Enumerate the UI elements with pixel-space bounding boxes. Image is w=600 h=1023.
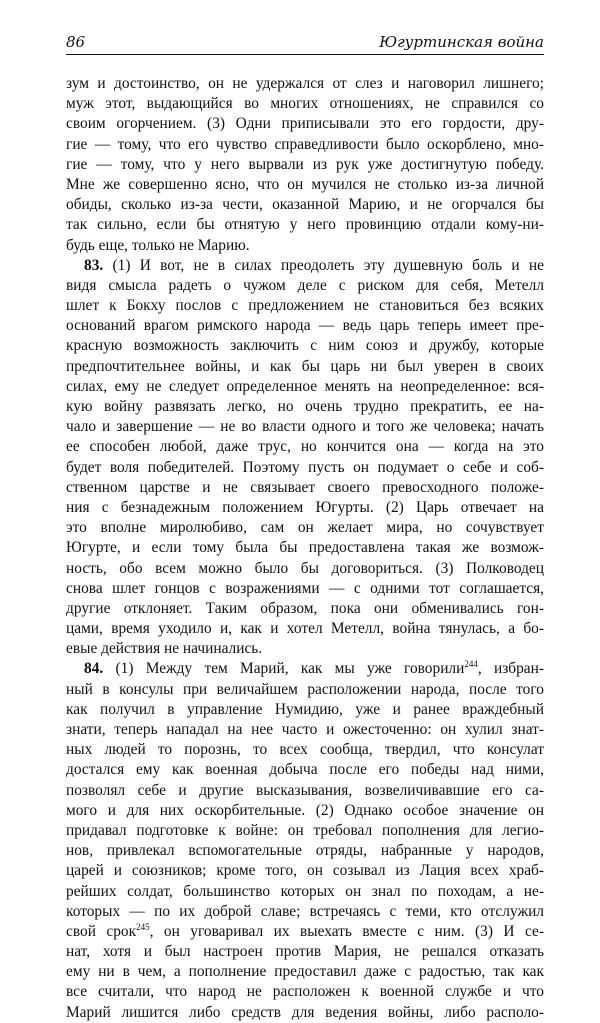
line-text: евые действия не начинались. xyxy=(66,640,263,658)
line-text: это вполне миролюбиво, сам он желает мира, но сочувствует xyxy=(66,519,544,537)
line-text: свой срок xyxy=(66,922,137,940)
text-line xyxy=(66,700,544,720)
text-line xyxy=(66,478,544,498)
line-text: царей и союзников; кроме того, он созывал из Лация всех храб- xyxy=(66,862,544,880)
line-text: кую войну развязать легко, но очень трудно прекратить, ее на- xyxy=(66,398,544,415)
text-line xyxy=(66,336,544,356)
line-text: ственном царстве и не связывает своего превосходного положе- xyxy=(66,478,544,496)
line-text: гие — тому, что у него вырвали из рук уже достигнутую победу. xyxy=(66,155,544,173)
text-line xyxy=(66,841,544,861)
chapter-start-line xyxy=(66,256,544,276)
text-line xyxy=(66,619,544,639)
line-text: цами, время уходило и, как и хотел Метелл, война тянулась, а бо- xyxy=(66,620,544,638)
line-text: оснований врагом римского народа — ведь царь теперь имеет пре- xyxy=(66,317,544,335)
text-line xyxy=(66,114,544,134)
text-line xyxy=(66,902,544,922)
text-line xyxy=(66,195,544,215)
text-line xyxy=(66,720,544,740)
text-line xyxy=(66,316,544,336)
page-header xyxy=(66,30,544,54)
line-text: другие отклоняет. Таким образом, пока они обменивались гон- xyxy=(66,599,544,617)
text-line xyxy=(66,417,544,437)
text-line xyxy=(66,135,544,155)
text-line xyxy=(66,94,544,114)
line-text: обиды, сколько из-за чести, оказанной Марию, и не огорчался бы xyxy=(66,196,544,214)
running-title: Югуртинская война xyxy=(379,33,544,51)
line-text: (1) Между тем Марий, как мы уже говорили xyxy=(103,660,465,678)
line-text: ный в консулы при величайшем расположении народа, после того xyxy=(66,680,544,698)
line-text: знати, теперь нападал на нее часто и ожесточенно: он хулил знат- xyxy=(66,721,544,738)
page-number: 86 xyxy=(66,33,86,51)
line-text: будь еще, только не Марию. xyxy=(66,236,250,254)
text-line xyxy=(66,276,544,296)
text-line xyxy=(66,740,544,760)
line-text: ее способен любой, даже трус, но кончится она — когда на это xyxy=(66,438,544,456)
header-rule xyxy=(66,54,544,55)
line-text: так сильно, если бы отнятую у него провинцию отдали кому-ни- xyxy=(66,216,544,234)
text-line xyxy=(66,579,544,599)
line-text: Марий лишится либо средств для ведения войны, либо располо- xyxy=(66,1003,544,1021)
line-text: своим огорчением. (3) Одни приписывали это его гордости, дру- xyxy=(66,115,544,133)
text-line xyxy=(66,861,544,881)
text-line xyxy=(66,357,544,377)
text-line xyxy=(66,397,544,417)
text-line xyxy=(66,1003,544,1023)
line-text: красную возможность заключить с ним союз и дружбу, которые xyxy=(66,337,544,355)
text-line xyxy=(66,942,544,962)
body-text xyxy=(66,74,544,1023)
line-text: предпочтительнее войны, и как бы царь ни был уверен в своих xyxy=(66,357,544,375)
line-text: муж этот, выдающийся во многих отношениях, не справился со xyxy=(66,95,544,113)
text-line xyxy=(66,296,544,316)
line-text: мого и для них оскорбительные. (2) Однако особое значение он xyxy=(66,801,544,819)
line-text: чало и завершение — не во власти одного и того же человека; начать xyxy=(66,418,544,436)
line-text: ему ни в чем, а пополнение предоставил даже с радостью, так как xyxy=(66,963,544,981)
line-text-after-note: , избран- xyxy=(477,660,544,678)
chapter-number: 83. xyxy=(84,256,104,274)
line-text: ность, обо всем можно было бы договориться. (3) Полководец xyxy=(66,559,544,577)
text-line xyxy=(66,175,544,195)
text-line xyxy=(66,821,544,841)
line-text: нов, привлекал вспомогательные отряды, набранные у народов, xyxy=(66,842,544,860)
line-text: рейших солдат, большинство которых он знал по походам, а не- xyxy=(66,882,544,900)
line-text: ния с безнадежным положением Югурты. (2) Царь отвечает на xyxy=(66,498,544,516)
text-line xyxy=(66,781,544,801)
text-line xyxy=(66,639,544,659)
chapter-number: 84. xyxy=(84,660,104,678)
text-line xyxy=(66,155,544,175)
text-line xyxy=(66,74,544,94)
text-line xyxy=(66,559,544,579)
text-line xyxy=(66,760,544,780)
text-line xyxy=(66,982,544,1002)
line-text: достался ему как военная добыча после его победы над ними, xyxy=(66,761,544,779)
line-text: гие — тому, что его чувство справедливости было оскорблено, мно- xyxy=(66,135,544,153)
line-text: все считали, что народ не расположен к военной службе и что xyxy=(66,983,544,1001)
text-line xyxy=(66,498,544,518)
text-line xyxy=(66,538,544,558)
text-line xyxy=(66,215,544,235)
text-line xyxy=(66,882,544,902)
text-line xyxy=(66,801,544,821)
text-line xyxy=(66,599,544,619)
text-line xyxy=(66,236,544,256)
line-text: шлет к Бокху послов с предложением не становиться без всяких xyxy=(66,297,544,315)
line-text: Югурте, и если тому была бы предоставлена такая же возмож- xyxy=(66,539,544,557)
line-text: нат, хотя и был настроен против Мария, не решался отказать xyxy=(66,943,544,961)
text-line xyxy=(66,680,544,700)
text-line xyxy=(66,437,544,457)
text-line xyxy=(66,518,544,538)
chapter-start-line xyxy=(66,659,544,679)
text-line xyxy=(66,458,544,478)
line-text: будет воля победителей. Поэтому пусть он подумает о себе и соб- xyxy=(66,458,544,476)
footnote-reference[interactable]: 245 xyxy=(136,921,150,932)
line-text: снова шлет гонцов с возражениями — с одними тот соглашается, xyxy=(66,579,544,597)
line-text: как получил в управление Нумидию, уже и ранее враждебный xyxy=(66,700,544,718)
footnote-reference[interactable]: 244 xyxy=(464,659,478,670)
line-text: (1) И вот, не в силах преодолеть эту душевную боль и не xyxy=(103,256,544,274)
text-line xyxy=(66,962,544,982)
line-text: Мне же совершенно ясно, что он мучился не столько из-за личной xyxy=(66,175,544,193)
book-page xyxy=(66,30,544,1021)
line-text: ных людей то порознь, то всех сообща, твердил, что консулат xyxy=(66,741,544,759)
line-text: зум и достоинство, он не удержался от слез и наговорил лишнего; xyxy=(66,75,544,92)
text-line xyxy=(66,377,544,397)
line-text: силах, ему не следует определенное менять на неопределенное: вся- xyxy=(66,377,544,395)
line-text: придавал подготовке к войне: он требовал пополнения для легио- xyxy=(66,821,544,839)
line-text: видя смысла радеть о чужом деле с риском для себя, Метелл xyxy=(66,276,544,294)
line-text: позволял себе и другие высказывания, возвеличивавшие его са- xyxy=(66,781,544,799)
line-text-after-note: , он уговаривал их выехать вместе с ним. (3) И се- xyxy=(149,922,544,940)
line-text: которых — по их доброй славе; встречаясь с теми, кто отслужил xyxy=(66,902,544,920)
